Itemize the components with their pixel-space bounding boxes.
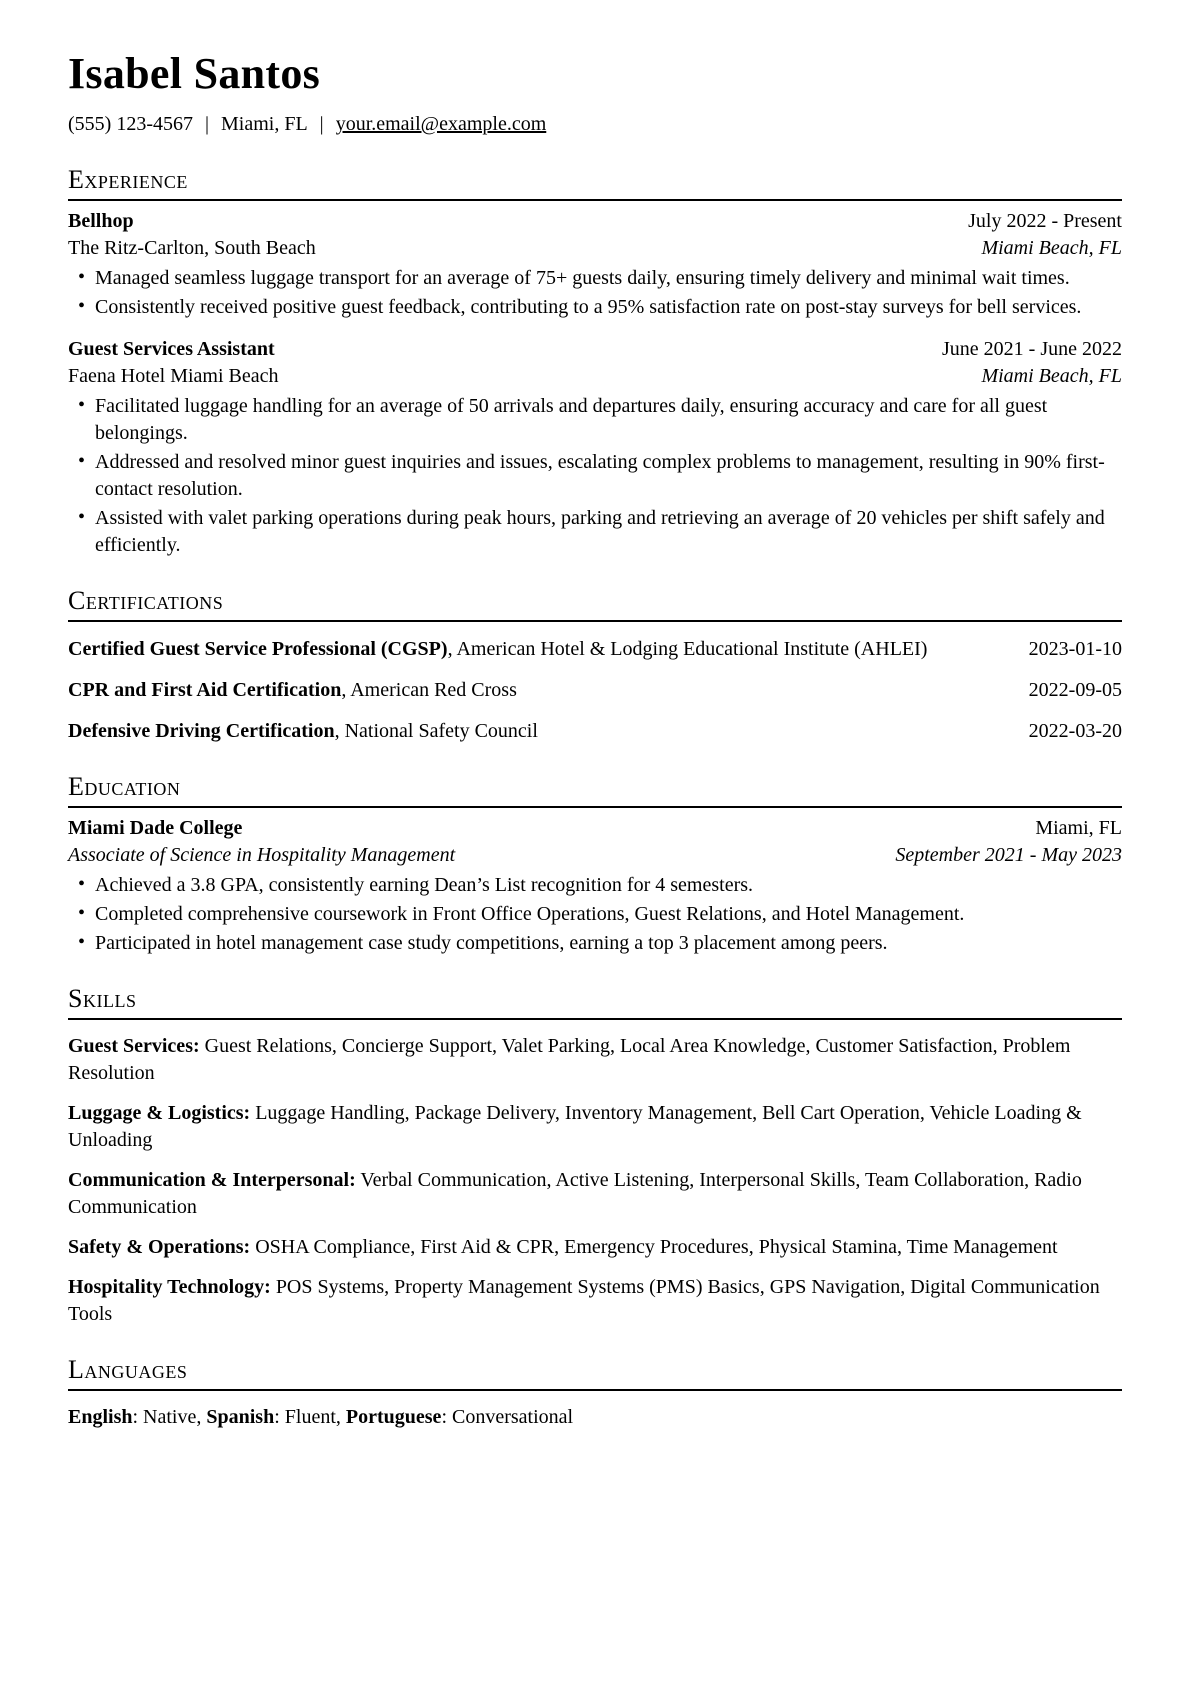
certification-issuer: American Red Cross — [350, 679, 517, 702]
job-bullet: • Managed seamless luggage transport for an average of 75+ guests daily, ensuring timely delivery and minimal wait times. — [95, 265, 1122, 292]
education-dates: September 2021 - May 2023 — [895, 844, 1122, 867]
degree-name: Associate of Science in Hospitality Management — [68, 844, 456, 867]
job-header-row — [68, 208, 1122, 235]
skill-group — [68, 1167, 1122, 1221]
job-subheader-row — [68, 363, 1122, 390]
education-header-row — [68, 815, 1122, 842]
certification-name: Certified Guest Service Professional (CGSP) — [68, 638, 448, 661]
certification-entry — [68, 636, 1122, 663]
skill-group-items: Verbal Communication, Active Listening, Interpersonal Skills, Team Collaboration, Radio Communication — [68, 1168, 1082, 1218]
colon-separator: : — [441, 1405, 452, 1428]
location-text: Miami, FL — [221, 113, 308, 136]
skill-group — [68, 1100, 1122, 1154]
job-dates: July 2022 - Present — [968, 210, 1122, 233]
comma-separator: , — [196, 1405, 207, 1428]
pipe-separator: | — [204, 113, 209, 136]
skill-group-label: Guest Services: — [68, 1034, 200, 1057]
certification-text — [68, 638, 927, 660]
skill-group — [68, 1274, 1122, 1328]
section-education — [68, 772, 1122, 957]
comma-separator: , — [334, 720, 345, 743]
certification-date: 2022-09-05 — [1028, 679, 1122, 702]
education-bullet-list — [68, 872, 1122, 957]
comma-separator: , — [341, 679, 351, 702]
section-languages — [68, 1355, 1122, 1431]
skill-group — [68, 1234, 1122, 1261]
phone-number: (555) 123-4567 — [68, 113, 193, 136]
certification-date: 2023-01-10 — [1028, 638, 1122, 661]
skill-group-items: Guest Relations, Concierge Support, Valet Parking, Local Area Knowledge, Customer Satisfaction, Problem Resolution — [68, 1034, 1071, 1084]
person-name: Isabel Santos — [68, 49, 321, 98]
job-bullet: • Addressed and resolved minor guest inquiries and issues, escalating complex problems to management, resulting in 90% first-contact resolution. — [95, 449, 1122, 503]
job-bullet: • Consistently received positive guest feedback, contributing to a 95% satisfaction rate on post-stay surveys for bell services. — [95, 294, 1122, 321]
skill-group-label: Hospitality Technology: — [68, 1275, 271, 1298]
section-title-education: Education — [68, 772, 1122, 808]
job-bullet: • Assisted with valet parking operations during peak hours, parking and retrieving an average of 20 vehicles per shift safely and efficiently. — [95, 505, 1122, 559]
language-name: English — [68, 1405, 133, 1428]
colon-separator: : — [132, 1405, 144, 1428]
school-name: Miami Dade College — [68, 817, 243, 840]
colon-separator: : — [274, 1405, 285, 1428]
education-bullet: • Completed comprehensive coursework in Front Office Operations, Guest Relations, and Hotel Management. — [95, 901, 1122, 928]
job-location: Miami Beach, FL — [981, 365, 1122, 388]
language-name: Portuguese — [345, 1405, 442, 1428]
job-company: The Ritz-Carlton, South Beach — [68, 237, 316, 260]
languages-line — [68, 1404, 1122, 1431]
job-title: Guest Services Assistant — [68, 338, 275, 361]
job-entry — [68, 336, 1122, 559]
job-entry — [68, 208, 1122, 321]
job-header-row — [68, 336, 1122, 363]
certification-name: Defensive Driving Certification — [68, 720, 335, 743]
certification-text — [68, 679, 517, 701]
contact-line — [68, 111, 1122, 138]
section-title-languages: Languages — [68, 1355, 1122, 1391]
certification-issuer: American Hotel & Lodging Educational Institute (AHLEI) — [456, 638, 928, 661]
education-bullet: • Achieved a 3.8 GPA, consistently earning Dean’s List recognition for 4 semesters. — [95, 872, 1122, 899]
school-location: Miami, FL — [1035, 817, 1122, 840]
job-bullet-list — [68, 265, 1122, 321]
section-experience — [68, 165, 1122, 559]
pipe-separator: | — [319, 113, 324, 136]
skill-group-label: Safety & Operations: — [68, 1235, 251, 1258]
job-bullet: • Facilitated luggage handling for an average of 50 arrivals and departures daily, ensuring accuracy and care for all guest belongings. — [95, 393, 1122, 447]
certification-text — [68, 720, 538, 742]
section-skills — [68, 984, 1122, 1328]
education-bullet: • Participated in hotel management case study competitions, earning a top 3 placement among peers. — [95, 930, 1122, 957]
skill-group-items: Luggage Handling, Package Delivery, Inventory Management, Bell Cart Operation, Vehicle Loading & Unloading — [68, 1101, 1082, 1151]
certification-entry — [68, 677, 1122, 704]
certification-issuer: National Safety Council — [344, 720, 538, 743]
section-title-skills: Skills — [68, 984, 1122, 1020]
certification-name: CPR and First Aid Certification — [68, 679, 342, 702]
job-location: Miami Beach, FL — [981, 237, 1122, 260]
language-level: Conversational — [452, 1405, 574, 1428]
certification-entry — [68, 718, 1122, 745]
skill-group-label: Communication & Interpersonal: — [68, 1168, 356, 1191]
comma-separator: , — [335, 1405, 346, 1428]
email-link[interactable]: your.email@example.com — [335, 113, 547, 136]
language-name: Spanish — [206, 1405, 275, 1428]
language-level: Fluent — [284, 1405, 336, 1428]
section-title-certifications: Certifications — [68, 586, 1122, 622]
job-subheader-row — [68, 235, 1122, 262]
language-level: Native — [143, 1405, 197, 1428]
skill-group-items: OSHA Compliance, First Aid & CPR, Emergency Procedures, Physical Stamina, Time Management — [255, 1235, 1058, 1258]
skill-group-items: POS Systems, Property Management Systems (PMS) Basics, GPS Navigation, Digital Communication Tools — [68, 1275, 1100, 1325]
job-dates: June 2021 - June 2022 — [942, 338, 1122, 361]
skill-group-label: Luggage & Logistics: — [68, 1101, 251, 1124]
job-bullet-list — [68, 393, 1122, 559]
section-certifications — [68, 586, 1122, 745]
education-subheader-row — [68, 842, 1122, 869]
comma-separator: , — [447, 638, 457, 661]
education-entry — [68, 815, 1122, 957]
certification-date: 2022-03-20 — [1028, 720, 1122, 743]
section-title-experience: Experience — [68, 165, 1122, 201]
job-title: Bellhop — [68, 210, 134, 233]
job-company: Faena Hotel Miami Beach — [68, 365, 279, 388]
skill-group — [68, 1033, 1122, 1087]
